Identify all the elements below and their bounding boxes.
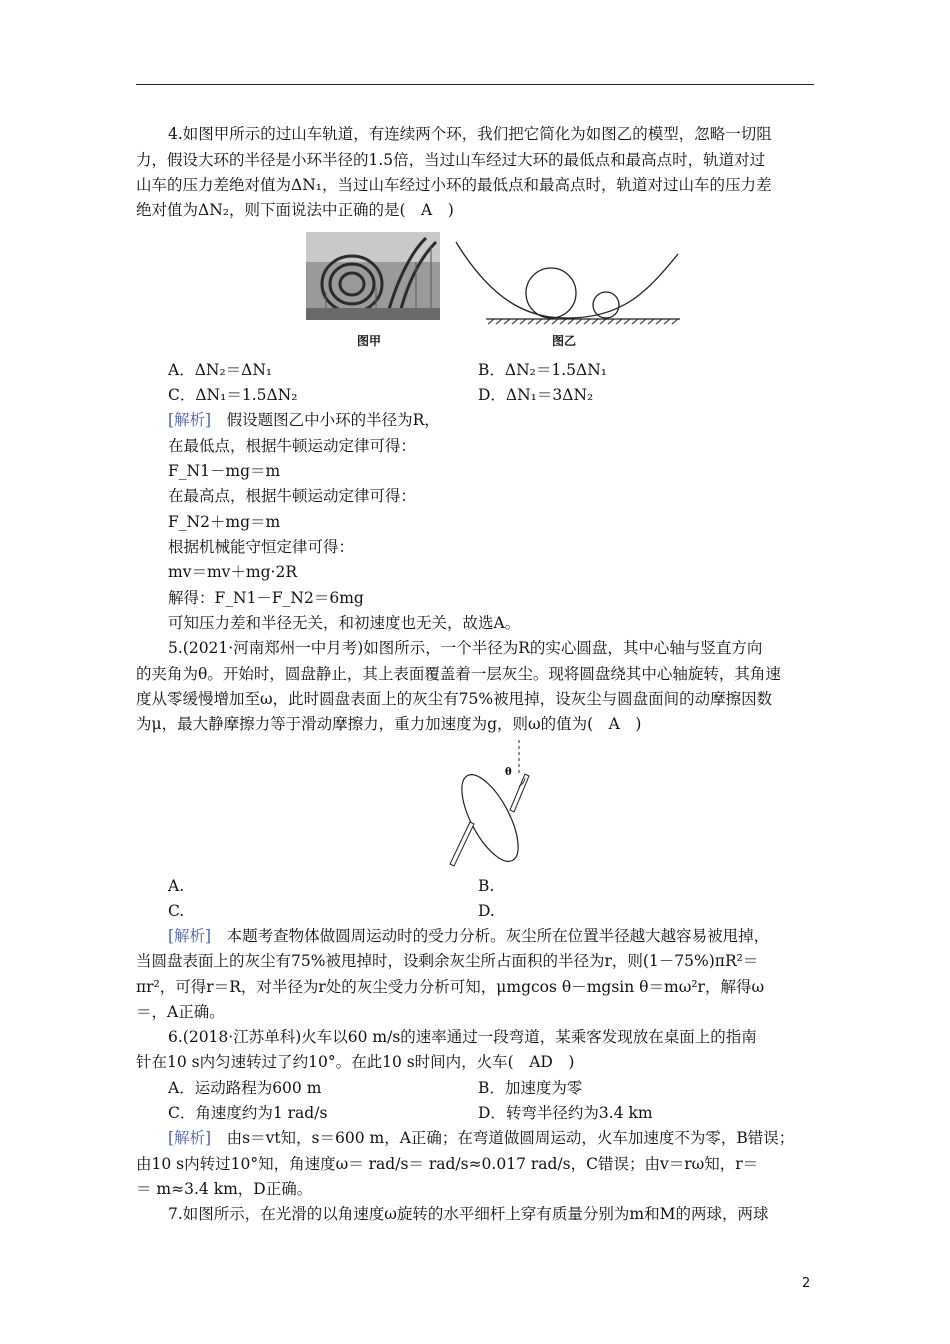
q4-option-d: D．ΔN₁＝3ΔN₂ <box>478 386 594 404</box>
q6-option-b: B．加速度为零 <box>478 1079 583 1097</box>
q5-analysis-line: ＝，A正确。 <box>136 1003 225 1021</box>
q6-option-c: C．角速度约为1 rad/s <box>168 1104 328 1122</box>
page-number: 2 <box>802 1276 811 1291</box>
track-model-diagram <box>448 236 688 332</box>
q4-analysis-line: 根据机械能守恒定律可得： <box>168 538 355 556</box>
rotating-disk-diagram <box>430 738 540 868</box>
analysis-tag: [解析] <box>168 411 212 429</box>
q4-analysis-line: 在最低点，根据牛顿运动定律可得： <box>168 437 417 455</box>
q4-analysis-first <box>168 410 440 430</box>
q5-line-3: 度从零缓慢增加至ω，此时圆盘表面上的灰尘有75%被甩掉，设灰尘与圆盘面间的动摩擦因数 <box>136 690 773 708</box>
q6-analysis-first-text: 由s＝vt知，s＝600 m，A正确；在弯道做圆周运动，火车加速度不为零，B错误； <box>211 1129 795 1147</box>
q6-analysis-line: 由10 s内转过10°知，角速度ω＝ rad/s＝ rad/s≈0.017 rad/s，C错误；由v＝rω知，r＝ <box>136 1155 759 1173</box>
q4-analysis-first-text: 假设题图乙中小环的半径为R， <box>211 411 440 429</box>
q5-option-d: D. <box>478 902 495 920</box>
q5-analysis-first-text: 本题考查物体做圆周运动时的受力分析。灰尘所在位置半径越大越容易被甩掉， <box>211 927 770 945</box>
q6-option-d: D．转弯半径约为3.4 km <box>478 1104 653 1122</box>
q5-analysis-first <box>168 926 769 946</box>
roller-coaster-photo <box>306 232 440 320</box>
fig-b-caption: 图乙 <box>552 334 577 348</box>
q4-option-c: C．ΔN₁＝1.5ΔN₂ <box>168 386 298 404</box>
header-rule <box>136 84 814 85</box>
q6-analysis-line: ＝ m≈3.4 km，D正确。 <box>136 1180 313 1198</box>
q4-line-3: 山车的压力差绝对值为ΔN₁，当过山车经过小环的最低点和最高点时，轨道对过山车的压力差 <box>136 176 772 194</box>
q4-option-b: B．ΔN₂＝1.5ΔN₁ <box>478 361 607 379</box>
analysis-tag: [解析] <box>168 1129 212 1147</box>
q4-option-a: A．ΔN₂＝ΔN₁ <box>168 361 273 379</box>
analysis-tag: [解析] <box>168 927 212 945</box>
q4-analysis-line: 在最高点，根据牛顿运动定律可得： <box>168 487 417 505</box>
q4-analysis-line: mv＝mv＋mg·2R <box>168 563 297 581</box>
q6-option-a: A．运动路程为600 m <box>168 1079 322 1097</box>
theta-label: θ <box>505 767 512 778</box>
q4-line-1: 4.如图甲所示的过山车轨道，有连续两个环，我们把它简化为如图乙的模型，忽略一切阻 <box>168 125 772 143</box>
q6-analysis-first <box>168 1128 794 1148</box>
fig-a-caption: 图甲 <box>357 334 382 348</box>
q4-line-2: 力，假设大环的半径是小环半径的1.5倍，当过山车经过大环的最低点和最高点时，轨道对过 <box>136 151 766 169</box>
q4-analysis-line: F_N1－mg＝m <box>168 462 281 480</box>
q5-option-c: C. <box>168 902 185 920</box>
q5-line-4: 为μ，最大静摩擦力等于滑动摩擦力，重力加速度为g，则ω的值为( A ) <box>136 715 642 733</box>
q5-analysis-line: πr²，可得r＝R，对半径为r处的灰尘受力分析可知，μmgcos θ－mgsin θ＝mω²r，解得ω <box>136 978 765 996</box>
q5-option-a: A. <box>168 877 185 895</box>
q4-analysis-line: F_N2＋mg＝m <box>168 513 281 531</box>
q5-option-b: B. <box>478 877 495 895</box>
q4-analysis-line: 解得：F_N1－F_N2＝6mg <box>168 589 364 607</box>
q7-line-1: 7.如图所示，在光滑的以角速度ω旋转的水平细杆上穿有质量分别为m和M的两球，两球 <box>168 1205 769 1223</box>
q6-line-2: 针在10 s内匀速转过了约10°。在此10 s时间内，火车( AD ) <box>136 1053 575 1071</box>
q5-line-2: 的夹角为θ。开始时，圆盘静止，其上表面覆盖着一层灰尘。现将圆盘绕其中心轴旋转，其角速 <box>136 665 781 683</box>
q5-line-1: 5.(2021·河南郑州一中月考)如图所示，一个半径为R的实心圆盘，其中心轴与竖直方向 <box>168 639 763 657</box>
q6-line-1: 6.(2018·江苏单科)火车以60 m/s的速率通过一段弯道，某乘客发现放在桌面上的指南 <box>168 1028 757 1046</box>
q5-analysis-line: 当圆盘表面上的灰尘有75%被甩掉时，设剩余灰尘所占面积的半径为r，则(1－75%)πR²＝ <box>136 952 759 970</box>
q4-analysis-line: 可知压力差和半径无关，和初速度也无关，故选A。 <box>168 614 521 632</box>
q4-line-4: 绝对值为ΔN₂，则下面说法中正确的是( A ) <box>136 201 454 219</box>
